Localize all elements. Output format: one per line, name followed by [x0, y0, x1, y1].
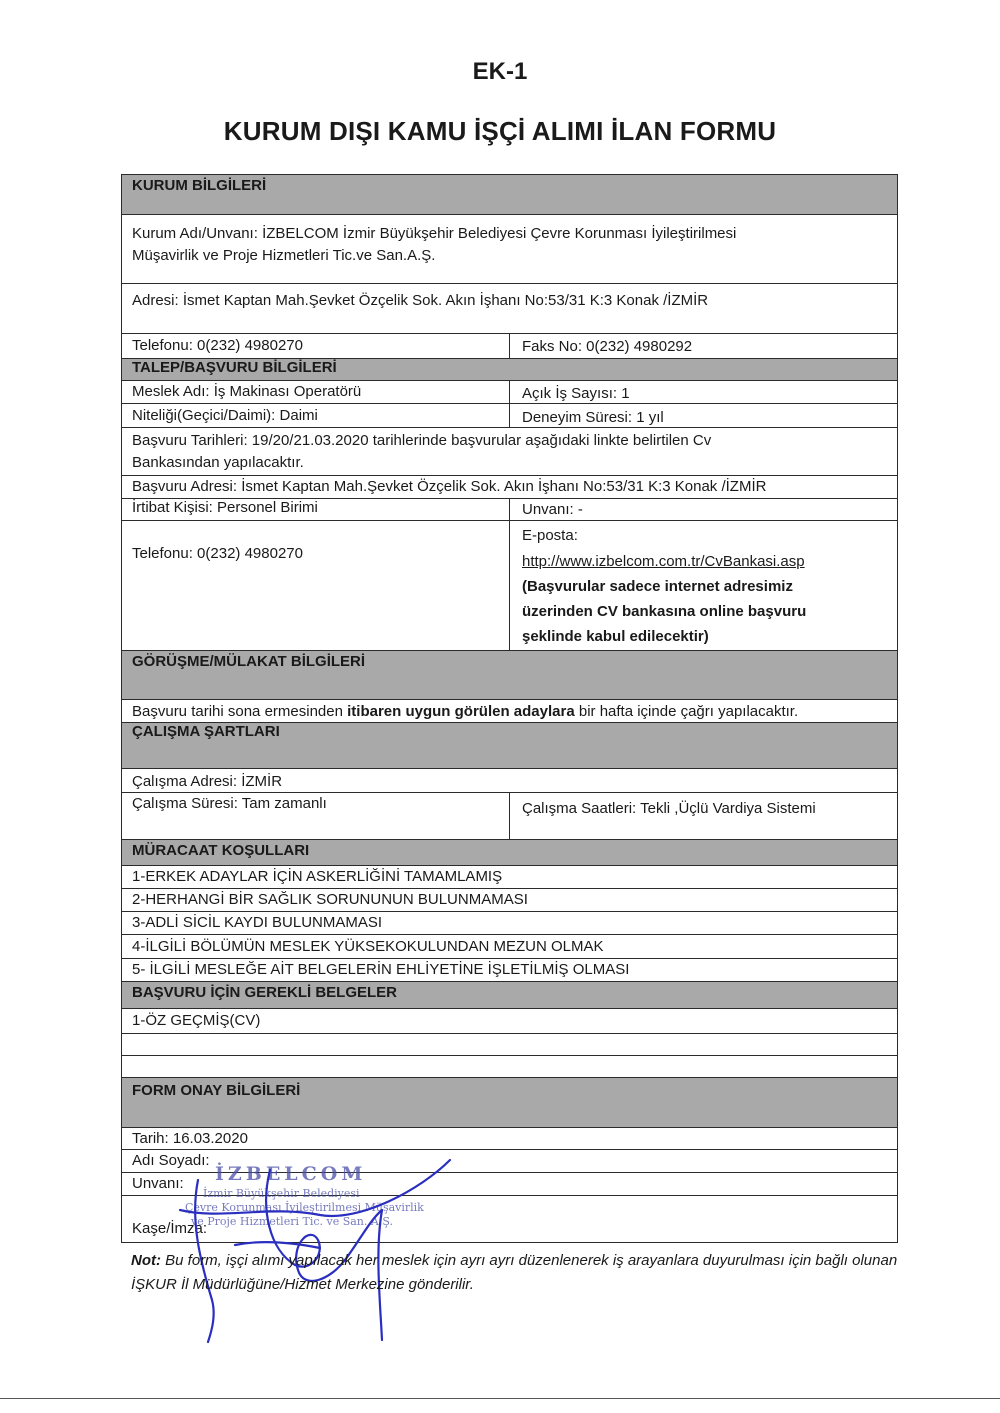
- approval-date: Tarih: 16.03.2020: [132, 1130, 248, 1147]
- open-positions: Açık İş Sayısı: 1: [522, 385, 630, 402]
- institution-address-row: [121, 284, 898, 334]
- application-address-row: [121, 476, 898, 499]
- section-header-kurum: KURUM BİLGİLERİ: [121, 174, 898, 215]
- institution-phone: Telefonu: 0(232) 4980270: [132, 337, 303, 354]
- email-note-line3: şeklinde kabul edilecektir): [522, 628, 709, 645]
- document-empty-row: [121, 1056, 898, 1078]
- interview-row: [121, 700, 898, 723]
- approval-title-row: [121, 1173, 898, 1196]
- occupation-row: [121, 381, 898, 404]
- institution-address: Adresi: İsmet Kaptan Mah.Şevket Özçelik Sok. Akın İşhanı No:53/31 K:3 Konak /İZMİR: [132, 292, 709, 309]
- stamp-signature-label: Kaşe/İmza:: [132, 1220, 208, 1237]
- application-dates-row: [121, 428, 898, 476]
- application-address: Başvuru Adresi: İsmet Kaptan Mah.Şevket Özçelik Sok. Akın İşhanı No:53/31 K:3 Konak /İZMİR: [132, 478, 767, 495]
- nature-row: [121, 404, 898, 428]
- condition-item: 2-HERHANGİ BİR SAĞLIK SORUNUNUN BULUNMAMASI: [121, 889, 898, 912]
- institution-fax: Faks No: 0(232) 4980292: [522, 338, 693, 355]
- company-stamp: İZBELCOM İzmir Büyükşehir Belediyesi Çevre Korunması İyileştirilmesi Müşavirlik ve Proje Hizmetleri Tic. ve San. A.Ş.: [185, 1163, 424, 1228]
- institution-name-line2: Müşavirlik ve Proje Hizmetleri Tic.ve San.A.Ş.: [132, 247, 436, 264]
- section-header-calisma: ÇALIŞMA ŞARTLARI: [121, 723, 898, 769]
- work-address-row: [121, 769, 898, 793]
- note-label: Not:: [131, 1252, 161, 1269]
- work-duration: Çalışma Süresi: Tam zamanlı: [132, 795, 327, 812]
- contact-person: İrtibat Kişisi: Personel Birimi: [132, 499, 318, 516]
- work-address: Çalışma Adresi: İZMİR: [132, 773, 283, 790]
- approval-title: Unvanı:: [132, 1175, 184, 1192]
- form-code: EK-1: [472, 58, 528, 85]
- condition-item: 5- İLGİLİ MESLEĞE AİT BELGELERİN EHLİYETİNE İŞLETİLMİŞ OLMASI: [121, 959, 898, 982]
- work-hours: Çalışma Saatleri: Tekli ,Üçlü Vardiya Sistemi: [522, 800, 816, 817]
- interview-info: Başvuru tarihi sona ermesinden itibaren uygun görülen adaylara bir hafta içinde çağrı yapılacaktır.: [132, 703, 799, 720]
- application-dates-line2: Bankasından yapılacaktır.: [132, 454, 304, 471]
- email-label: E-posta:: [522, 527, 578, 544]
- document-empty-row: [121, 1034, 898, 1056]
- document-item: 1-ÖZ GEÇMİŞ(CV): [121, 1009, 898, 1034]
- contact-details-row: [121, 521, 898, 651]
- condition-item: 1-ERKEK ADAYLAR İÇİN ASKERLİĞİNİ TAMAMLAMIŞ: [121, 866, 898, 889]
- page-divider: [0, 1398, 1000, 1399]
- email-note-line2: üzerinden CV bankasına online başvuru: [522, 603, 807, 620]
- section-header-onay: FORM ONAY BİLGİLERİ: [121, 1078, 898, 1128]
- section-header-talep: TALEP/BAŞVURU BİLGİLERİ: [121, 359, 898, 381]
- contact-phone: Telefonu: 0(232) 4980270: [132, 545, 303, 562]
- job-nature: Niteliği(Geçici/Daimi): Daimi: [132, 407, 318, 424]
- section-header-belgeler: BAŞVURU İÇİN GEREKLİ BELGELER: [121, 982, 898, 1009]
- approval-stamp-row: [121, 1196, 898, 1243]
- contact-title: Unvanı: -: [522, 501, 583, 518]
- institution-name-row: [121, 215, 898, 284]
- email-note-line1: (Başvurular sadece internet adresimiz: [522, 578, 793, 595]
- condition-item: 3-ADLİ SİCİL KAYDI BULUNMAMASI: [121, 912, 898, 935]
- page-title: KURUM DIŞI KAMU İŞÇİ ALIMI İLAN FORMU: [223, 116, 777, 146]
- condition-item: 4-İLGİLİ BÖLÜMÜN MESLEK YÜKSEKOKULUNDAN MEZUN OLMAK: [121, 935, 898, 959]
- application-dates-line1: Başvuru Tarihleri: 19/20/21.03.2020 tarihlerinde başvurular aşağıdaki linkte belirtilen Cv: [132, 432, 712, 449]
- work-hours-row: [121, 793, 898, 840]
- approval-name-row: [121, 1150, 898, 1173]
- approval-date-row: [121, 1128, 898, 1150]
- experience-duration: Deneyim Süresi: 1 yıl: [522, 409, 664, 426]
- occupation-name: Meslek Adı: İş Makinası Operatörü: [132, 383, 362, 400]
- footer-note: [131, 1249, 901, 1297]
- approval-name: Adı Soyadı:: [132, 1152, 210, 1169]
- cv-bank-link[interactable]: http://www.izbelcom.com.tr/CvBankasi.asp: [522, 553, 805, 570]
- contact-person-row: [121, 499, 898, 521]
- institution-name-line1: Kurum Adı/Unvanı: İZBELCOM İzmir Büyükşehir Belediyesi Çevre Korunması İyileştirilmesi: [132, 225, 737, 242]
- institution-contact-row: [121, 334, 898, 359]
- section-header-muracaat: MÜRACAAT KOŞULLARI: [121, 840, 898, 866]
- section-header-gorusme: GÖRÜŞME/MÜLAKAT BİLGİLERİ: [121, 651, 898, 700]
- note-text: Bu form, işçi alımı yapılacak her meslek için ayrı ayrı düzenlenerek iş arayanlara duyurulması için bağlı olunan İŞKUR İl Müdürlüğüne/Hizmet Merkezine gönderilir.: [131, 1252, 898, 1293]
